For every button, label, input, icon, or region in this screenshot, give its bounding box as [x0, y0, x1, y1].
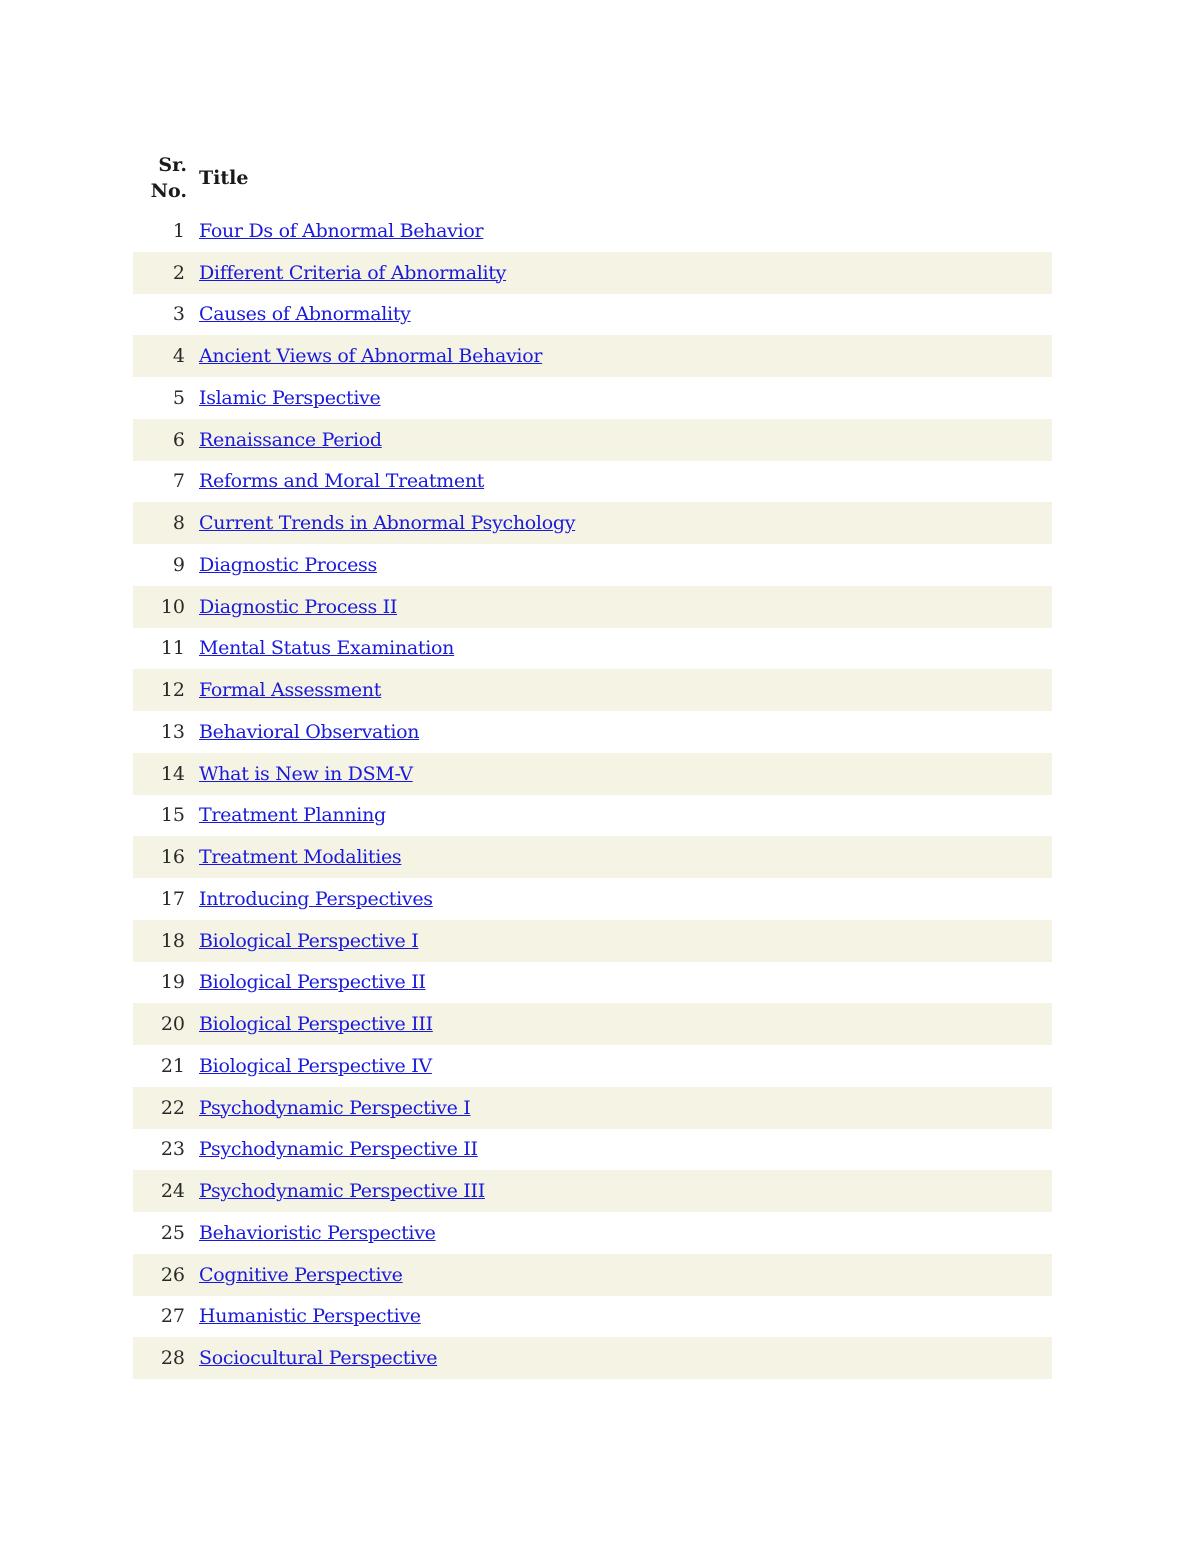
column-header-number-line1: Sr.: [158, 154, 187, 176]
lesson-link[interactable]: Biological Perspective I: [199, 929, 419, 952]
row-title-cell: [187, 711, 1052, 753]
row-number: 1: [172, 219, 185, 242]
row-title-cell: [187, 795, 1052, 837]
row-number: 12: [160, 679, 185, 702]
row-title-cell: [187, 252, 1052, 294]
row-number: 14: [160, 762, 185, 785]
row-number: 11: [160, 637, 185, 660]
table-row: [133, 419, 1052, 461]
row-number: 10: [160, 595, 185, 618]
lesson-link[interactable]: Behavioristic Perspective: [199, 1221, 436, 1244]
table-row: [133, 628, 1052, 670]
table-row: [133, 544, 1052, 586]
lesson-link[interactable]: Diagnostic Process II: [199, 595, 398, 618]
row-title-cell: [187, 836, 1052, 878]
lesson-link[interactable]: Ancient Views of Abnormal Behavior: [199, 345, 543, 368]
row-number: 8: [172, 512, 185, 535]
table-row: [133, 1337, 1052, 1379]
lesson-link[interactable]: Treatment Modalities: [199, 846, 402, 869]
table-row: [133, 335, 1052, 377]
row-number: 15: [160, 804, 185, 827]
row-title-cell: [187, 1337, 1052, 1379]
row-title-cell: [187, 628, 1052, 670]
row-number: 2: [172, 261, 185, 284]
table-row: [133, 795, 1052, 837]
lesson-link[interactable]: Biological Perspective IV: [199, 1054, 432, 1077]
table-row: [133, 1003, 1052, 1045]
table-row: [133, 461, 1052, 503]
row-number: 18: [160, 929, 185, 952]
table-row: [133, 210, 1052, 252]
lesson-link[interactable]: Introducing Perspectives: [199, 887, 433, 910]
table-row: [133, 1170, 1052, 1212]
row-title-cell: [187, 502, 1052, 544]
row-title-cell: [187, 544, 1052, 586]
lesson-link[interactable]: Different Criteria of Abnormality: [199, 261, 507, 284]
table-row: [133, 711, 1052, 753]
table-row: [133, 962, 1052, 1004]
lesson-link[interactable]: Biological Perspective III: [199, 1013, 433, 1036]
row-title-cell: [187, 1129, 1052, 1171]
row-title-cell: [187, 377, 1052, 419]
table-row: [133, 1087, 1052, 1129]
row-number: 6: [172, 428, 185, 451]
table-row: [133, 1129, 1052, 1171]
table-row: [133, 1045, 1052, 1087]
lesson-link[interactable]: Behavioral Observation: [199, 720, 420, 743]
row-title-cell: [187, 1003, 1052, 1045]
lesson-link[interactable]: Psychodynamic Perspective III: [199, 1180, 485, 1203]
lesson-link[interactable]: Psychodynamic Perspective I: [199, 1096, 471, 1119]
row-number: 16: [160, 846, 185, 869]
table-header-row: [133, 146, 1052, 210]
lesson-link[interactable]: Cognitive Perspective: [199, 1263, 403, 1286]
row-number: 28: [160, 1347, 185, 1370]
lesson-link[interactable]: Four Ds of Abnormal Behavior: [199, 219, 484, 242]
row-title-cell: [187, 419, 1052, 461]
row-title-cell: [187, 210, 1052, 252]
lesson-link[interactable]: Reforms and Moral Treatment: [199, 470, 485, 493]
row-number: 22: [160, 1096, 185, 1119]
row-number: 27: [160, 1305, 185, 1328]
row-title-cell: [187, 962, 1052, 1004]
contents-table: [133, 146, 1052, 1379]
table-row: [133, 294, 1052, 336]
row-number: 20: [160, 1013, 185, 1036]
row-title-cell: [187, 753, 1052, 795]
table-row: [133, 502, 1052, 544]
row-title-cell: [187, 1212, 1052, 1254]
row-number: 5: [172, 386, 185, 409]
row-number: 9: [172, 553, 185, 576]
table-row: [133, 669, 1052, 711]
row-title-cell: [187, 920, 1052, 962]
row-number: 13: [160, 720, 185, 743]
row-title-cell: [187, 1087, 1052, 1129]
row-title-cell: [187, 294, 1052, 336]
lesson-link[interactable]: Treatment Planning: [199, 804, 386, 827]
lesson-link[interactable]: Sociocultural Perspective: [199, 1347, 438, 1370]
row-number: 3: [172, 303, 185, 326]
table-row: [133, 836, 1052, 878]
row-title-cell: [187, 461, 1052, 503]
column-header-number: [133, 146, 187, 210]
row-title-cell: [187, 586, 1052, 628]
table-row: [133, 1296, 1052, 1338]
row-number: 25: [160, 1221, 185, 1244]
row-number: 23: [160, 1138, 185, 1161]
table-row: [133, 586, 1052, 628]
lesson-link[interactable]: Mental Status Examination: [199, 637, 455, 660]
row-number: 17: [160, 887, 185, 910]
row-number: 19: [160, 971, 185, 994]
row-title-cell: [187, 669, 1052, 711]
row-number: 7: [172, 470, 185, 493]
table-row: [133, 252, 1052, 294]
row-title-cell: [187, 1254, 1052, 1296]
row-number: 26: [160, 1263, 185, 1286]
lesson-link[interactable]: Formal Assessment: [199, 679, 382, 702]
table-row: [133, 878, 1052, 920]
row-number: 21: [160, 1054, 185, 1077]
table-row: [133, 377, 1052, 419]
row-title-cell: [187, 335, 1052, 377]
lesson-link[interactable]: Humanistic Perspective: [199, 1305, 421, 1328]
table-row: [133, 753, 1052, 795]
lesson-link[interactable]: Diagnostic Process: [199, 553, 377, 576]
row-title-cell: [187, 878, 1052, 920]
lesson-link[interactable]: Renaissance Period: [199, 428, 382, 451]
lesson-link[interactable]: Islamic Perspective: [199, 386, 381, 409]
table-row: [133, 1212, 1052, 1254]
lesson-link[interactable]: Causes of Abnormality: [199, 303, 411, 326]
row-number: 24: [160, 1180, 185, 1203]
lesson-link[interactable]: What is New in DSM-V: [199, 762, 413, 785]
table-row: [133, 1254, 1052, 1296]
table-row: [133, 920, 1052, 962]
lesson-link[interactable]: Current Trends in Abnormal Psychology: [199, 512, 576, 535]
table-body: [133, 210, 1052, 1379]
row-title-cell: [187, 1045, 1052, 1087]
column-header-number-line2: No.: [150, 180, 187, 202]
row-title-cell: [187, 1296, 1052, 1338]
column-header-title: Title: [199, 167, 249, 189]
row-title-cell: [187, 1170, 1052, 1212]
lesson-link[interactable]: Biological Perspective II: [199, 971, 426, 994]
row-number: 4: [172, 345, 185, 368]
lesson-link[interactable]: Psychodynamic Perspective II: [199, 1138, 478, 1161]
